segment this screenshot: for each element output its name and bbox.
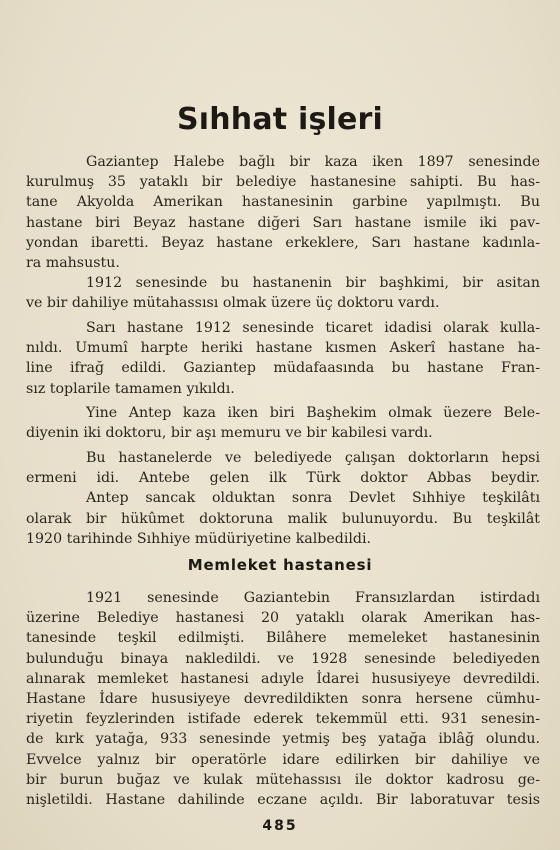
text-line: Yine Antep kaza iken biri Başhekim olmak üezere Bele- [86, 405, 540, 421]
text-line: bulunduğu binaya nakledildi. ve 1928 senesinde belediyeden [26, 650, 540, 667]
text-line: Sarı hastane 1912 senesinde ticaret idadisi olarak kulla- [86, 320, 540, 336]
text-line: olarak bir hükûmet doktoruna malik bulunuyordu. Bu teşkilât [26, 510, 540, 527]
text-line: yondan ibaretti. Beyaz hastane erkeklere, Sarı hastane kadınla- [26, 234, 540, 251]
page-title: Sıhhat işleri [176, 102, 384, 137]
text-line: 1912 senesinde bu hastanenin bir başhkimi, bir asitan [86, 275, 540, 291]
text-line: tanesinde teşkil edilmişti. Bilâhere memeleket hastanesinin [26, 630, 540, 647]
paragraph-sari-hastane [26, 318, 540, 399]
text-line: tane Akyolda Amerikan hastanesinin garbine yapılmıştı. Bu [26, 194, 540, 211]
text-line: de kırk yatağa, 933 senesinde yetmiş beş yatağa iblâğ olundu. [26, 731, 540, 748]
text-line: 1920 tarihinde Sıhhiye müdüriyetine kalbedildi. [26, 530, 372, 547]
page-number: 485 [262, 818, 298, 834]
text-line: hastane biri Beyaz hastane diğeri Sarı hastane ismile iki pav- [26, 214, 540, 231]
text-line: ra mahsustu. [26, 255, 120, 272]
text-line: Gaziantep Halebe bağlı bir kaza iken 1897 senesinde [86, 154, 540, 170]
text-line: nişletildi. Hastane dahilinde eczane açıldı. Bir laboratuvar tesis [26, 792, 540, 809]
paragraph-antep-kaza [26, 403, 540, 443]
paragraph-history [26, 152, 540, 273]
text-line: üzerine Belediye hastanesi 20 yataklı olarak Amerikan has- [26, 610, 540, 627]
text-line: alınarak memleket hastanesi adıyle İdarei hususiyeye devredildi. [26, 670, 540, 687]
paragraph-memleket-hastanesi [26, 588, 540, 810]
text-line: sız toplarile tamamen yıkıldı. [26, 380, 235, 397]
text-line: Antep sancak olduktan sonra Devlet Sıhhiye teşkilâtı [86, 490, 540, 507]
text-line: ve bir dahiliye mütahassısı olmak üzere üç doktoru vardı. [26, 295, 440, 312]
text-line: line ifrağ edildi. Gaziantep müdafaasında bu hastane Fran- [26, 360, 540, 377]
text-line: riyetin feyzlerinden istifade ederek tekemmül etti. 931 senesin- [26, 711, 540, 728]
text-line: Bu hastanelerde ve belediyede çalışan doktorların hepsi [86, 450, 540, 466]
paragraph-doctors [26, 448, 540, 549]
section-subtitle: Memleket hastanesi [187, 556, 373, 574]
text-line: Hastane İdare hususiyeye devredildikten sonra hersene cümhu- [26, 691, 540, 708]
text-line: Evvelce yalnız bir operatörle idare edilirken bir dahiliye ve [26, 751, 540, 768]
text-line: bir burun buğaz ve kulak mütehassısı ile doktor kadrosu ge- [26, 771, 540, 788]
text-line: kurulmuş 35 yataklı bir belediye hastanesine sahipti. Bu has- [26, 174, 540, 191]
text-line: ermeni idi. Antebe gelen ilk Türk doktor Abbas beydir. [26, 470, 540, 487]
text-line: diyenin iki doktoru, bir aşı memuru ve bir kabilesi vardı. [26, 425, 433, 442]
text-line: nıldı. Umumî harpte heriki hastane kısmen Askerî hastane ha- [26, 340, 540, 357]
text-line: 1921 senesinde Gaziantebin Fransızlardan istirdadı [86, 590, 540, 606]
paragraph-1912-doctors [26, 273, 540, 313]
